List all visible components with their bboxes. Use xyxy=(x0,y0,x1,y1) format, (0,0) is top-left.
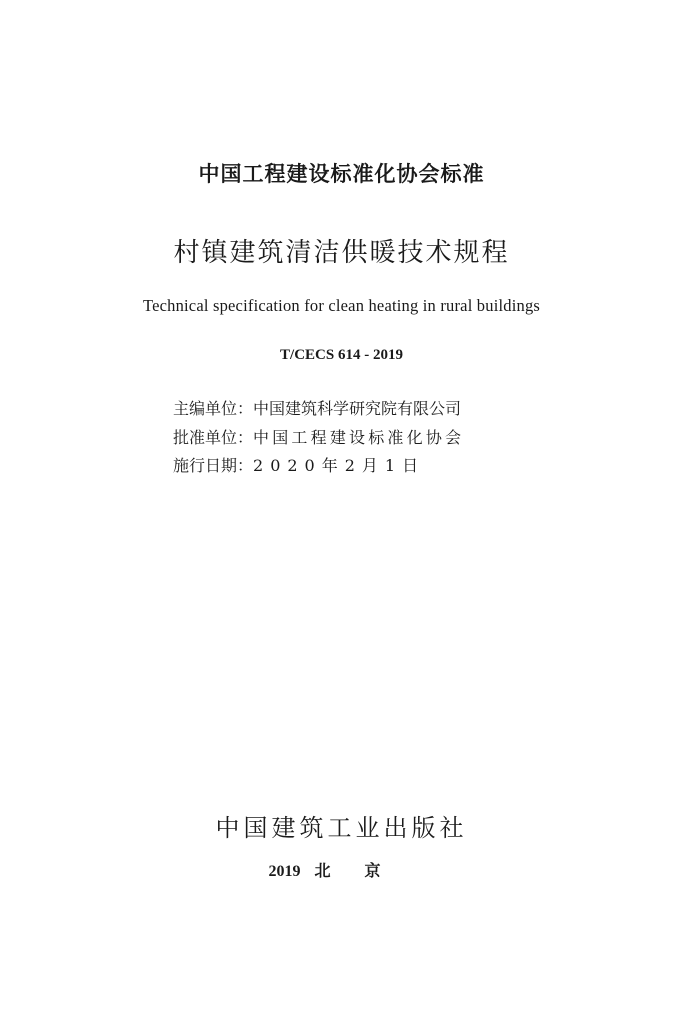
editor-label: 主编单位： xyxy=(173,399,254,418)
publish-year: 2019 xyxy=(268,863,301,880)
approver-row xyxy=(173,425,464,448)
editor-row xyxy=(173,396,461,419)
publisher-name: 中国建筑工业出版社 xyxy=(215,814,468,842)
association-title: 中国工程建设标准化协会标准 xyxy=(198,162,485,186)
approver-value: 中国工程建设标准化协会 xyxy=(253,428,465,447)
standard-code: T/CECS 614 - 2019 xyxy=(280,347,403,363)
effective-date-label: 施行日期： xyxy=(173,456,254,475)
document-title-en: Technical specification for clean heating in rural buildings xyxy=(142,296,541,315)
effective-date-value: 2020年2月1日 xyxy=(253,456,426,475)
document-title-cn: 村镇建筑清洁供暖技术规程 xyxy=(173,238,510,268)
approver-label: 批准单位： xyxy=(173,428,254,447)
publish-city: 北京 xyxy=(314,863,415,880)
publish-info xyxy=(0,858,683,881)
effective-date-row xyxy=(173,453,425,476)
editor-value: 中国建筑科学研究院有限公司 xyxy=(253,399,462,418)
